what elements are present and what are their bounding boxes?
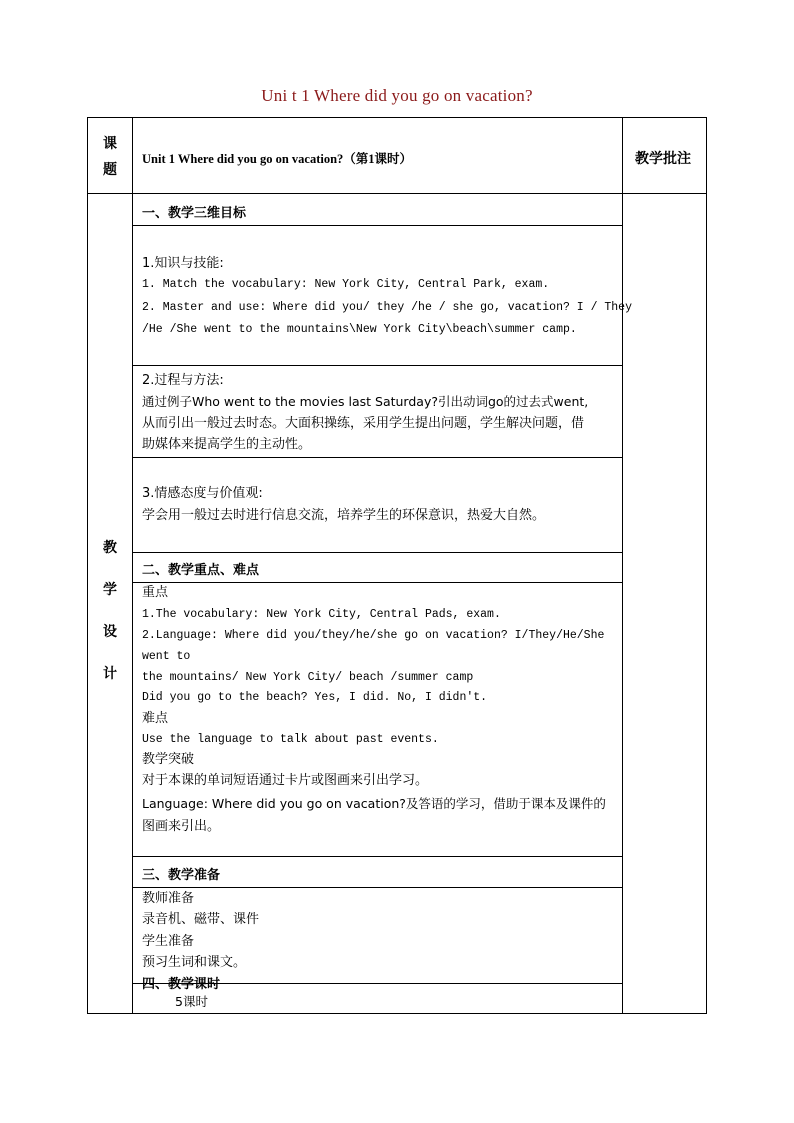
teaching-design-label: 教 学 设 计 <box>103 540 117 682</box>
goals-heading: 一、教学三维目标 <box>142 206 247 221</box>
student-prep-items: 预习生词和课文。 <box>142 955 247 970</box>
process-line: 助媒体来提高学生的主动性。 <box>142 437 312 452</box>
process-line: 通过例子Who went to the movies last Saturday?引出动词go的过去式went, <box>142 394 589 409</box>
knowledge-line: /He /She went to the mountains\New York City\beach\summer camp. <box>142 323 577 336</box>
breakthrough-line: 对于本课的单词短语通过卡片或图画来引出学习。 <box>142 773 429 788</box>
emotion-title: 3.情感态度与价值观: <box>142 486 263 501</box>
key-line: Did you go to the beach? Yes, I did. No, I didn't. <box>142 691 488 704</box>
breakthrough-line: 图画来引出。 <box>142 819 221 834</box>
topic-label: 课 题 <box>103 136 117 178</box>
teacher-prep-items: 录音机、磁带、课件 <box>142 912 260 927</box>
annotation-header: 教学批注 <box>635 151 691 167</box>
preparation-heading: 三、教学准备 <box>142 868 221 883</box>
difficult-line: Use the language to talk about past events. <box>142 733 439 746</box>
key-line: 2.Language: Where did you/they/he/she go on vacation? I/They/He/She <box>142 629 605 642</box>
teacher-prep-label: 教师准备 <box>142 891 195 906</box>
lesson-topic: Unit 1 Where did you go on vacation?（第1课时） <box>142 152 413 166</box>
key-points-heading: 二、教学重点、难点 <box>142 563 260 578</box>
document-title: Uni t 1 Where did you go on vacation? <box>261 86 533 105</box>
process-title: 2.过程与方法: <box>142 373 224 388</box>
knowledge-title: 1.知识与技能: <box>142 256 224 271</box>
breakthrough-line: Language: Where did you go on vacation?及答语的学习，借助于课本及课件的 <box>142 796 606 811</box>
class-hours-heading: 四、教学课时 <box>142 977 221 992</box>
student-prep-label: 学生准备 <box>142 934 195 949</box>
breakthrough-label: 教学突破 <box>142 752 195 767</box>
process-line: 从而引出一般过去时态。大面积操练，采用学生提出问题，学生解决问题，借 <box>142 416 585 431</box>
difficult-label: 难点 <box>142 711 169 726</box>
knowledge-line: 1. Match the vocabulary: New York City, Central Park, exam. <box>142 278 550 291</box>
key-line: the mountains/ New York City/ beach /summer camp <box>142 671 474 684</box>
lesson-plan-table <box>87 117 707 1014</box>
key-line: went to <box>142 650 191 663</box>
class-hours-value: 5课时 <box>175 994 208 1009</box>
knowledge-line: 2. Master and use: Where did you/ they /he / she go, vacation? I / They <box>142 301 632 314</box>
key-line: 1.The vocabulary: New York City, Central Pads, exam. <box>142 608 501 621</box>
key-label: 重点 <box>142 585 169 600</box>
emotion-line: 学会用一般过去时进行信息交流，培养学生的环保意识，热爱大自然。 <box>142 508 546 523</box>
